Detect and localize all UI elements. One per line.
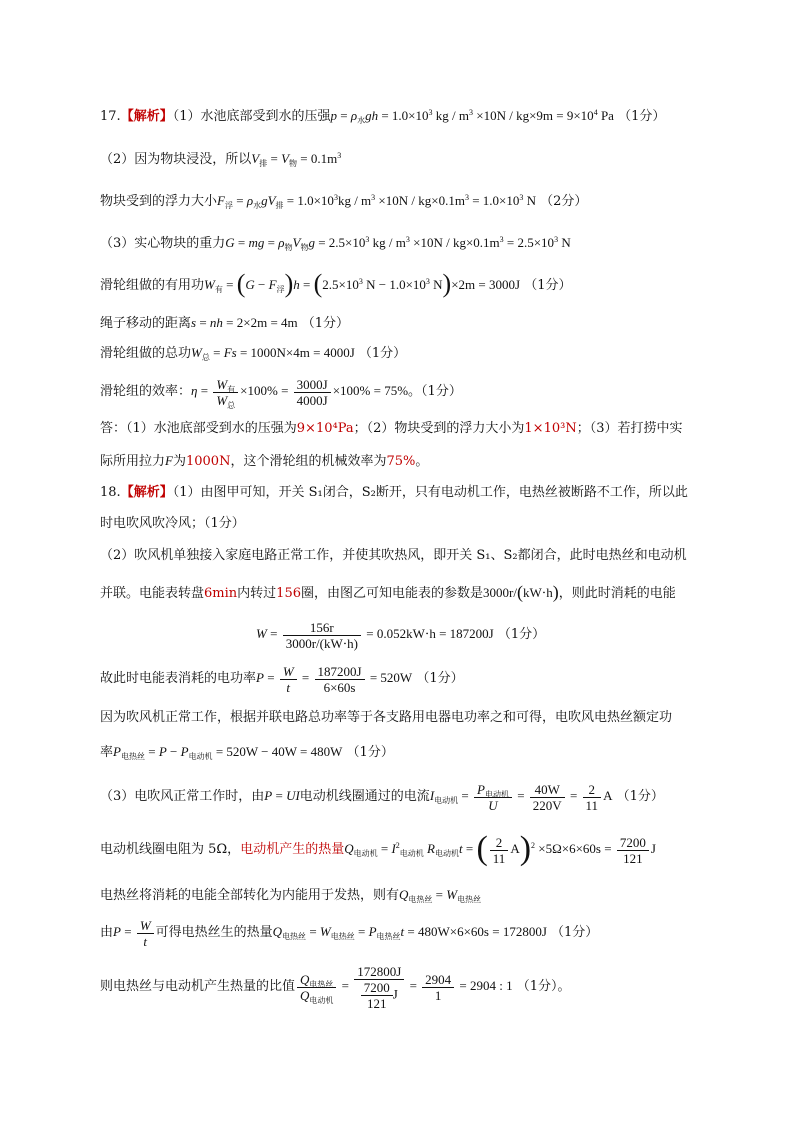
answer-text: 际所用拉力 <box>100 454 166 469</box>
q18-line-1 <box>100 484 688 502</box>
q18-formula-motor-heat: $Q_{电动机} = I^2_{电动机}$ $R_{电动机}t$ = ( $\frac{2}{11}$ A)$^2$ ×5Ω×6×60s = $\frac{7200}{121}$ J <box>344 830 656 867</box>
q17-line-4 <box>100 234 571 253</box>
q18-label: 18. <box>100 485 121 500</box>
q18-formula-heater-heat: $Q_{电热丝} = W_{电热丝} = P_{电热丝}t = 480W\times 6\times 60s = 172800J$ <box>272 924 547 941</box>
score-mark: （1分） <box>301 316 350 331</box>
q17-line-5 <box>100 269 572 298</box>
q18-text: 电动机线圈电阻为 5Ω， <box>100 842 241 857</box>
answer-value: 75% <box>386 454 416 469</box>
q18-text: 圈，由图乙可知电能表的参数是 <box>301 586 484 601</box>
q17-formula-distance: s = nh = 2×2m = 4m <box>191 315 298 330</box>
q17-text: 滑轮组的效率： <box>100 384 192 399</box>
q18-text: 因为吹风机正常工作，根据并联电路总功率等于各支路用电器电功率之和可得，电吹风电热丝额定功 <box>100 710 673 725</box>
answer-text: 为 <box>172 454 186 469</box>
q18-line-6 <box>100 743 394 762</box>
score-mark: （1分） <box>618 109 666 124</box>
answer-symbol: F <box>165 453 173 468</box>
q17-formula-volume: $V_排 = V_物 = 0.1m^3$ <box>251 151 342 168</box>
score-mark: （2分） <box>540 194 588 209</box>
q17-label: 17. <box>100 109 121 124</box>
q18-text: （3）电吹风正常工作时，由 <box>100 789 265 804</box>
q17-line-2 <box>100 150 341 169</box>
q18-line-current <box>100 776 664 816</box>
q18-formula-current: $I_{电动机}$ = $\frac{P_{电动机}}{U}$ = $\frac{40W}{220V}$ = $\frac{2}{11}$ A <box>429 781 613 813</box>
highlight-value: 6min <box>204 586 238 601</box>
q18-line-heater-heat <box>100 914 598 950</box>
q17-line-6 <box>100 314 349 333</box>
q17-formula-total-work: $W_总 = Fs = 1000N\times 4m = 4000J$ <box>191 345 355 362</box>
q18-line-7 <box>100 886 481 905</box>
score-mark: （1分） <box>358 346 407 361</box>
q17-line-1 <box>100 107 665 126</box>
q17-answer-line-1 <box>100 420 682 438</box>
answer-text: 答：（1）水池底部受到水的压强为 <box>100 421 297 436</box>
q17-tag: 【解析】 <box>120 109 173 124</box>
q17-formula-buoyancy: $F_浮 = \rho_水gV_排 = 1.0\times 10^3kg / m^3 \times 10N / kg\times 0.1m^3 = 1.0\times 10^3$ N <box>217 193 537 210</box>
q17-answer-line-2 <box>100 452 428 471</box>
q18-text: 并联。电能表转盘 <box>100 586 205 601</box>
q18-line-5 <box>100 709 672 727</box>
q17-text: （3）实心物块的重力 <box>100 236 226 251</box>
q18-line-4 <box>100 584 676 603</box>
q18-formula-energy: W = $\frac{156r}{3000r/(kW\cdot h)}$ = 0.052kW⋅h = 187200J <box>256 619 494 651</box>
score-mark: （1分） <box>616 789 664 804</box>
answer-text: ；（2）物块受到的浮力大小为 <box>353 421 525 436</box>
q18-text: 时电吹风吹冷风；（1分） <box>100 516 245 531</box>
q18-formula-power: P = $\frac{W}{t}$ = $\frac{187200J}{6\times 60s}$ = 520W <box>256 663 413 695</box>
q17-line-3 <box>100 192 587 211</box>
q17-text: 绳子移动的距离 <box>100 316 192 331</box>
q18-line-2 <box>100 515 245 533</box>
q18-text: 电热丝将消耗的电能全部转化为内能用于发热，则有 <box>100 888 400 903</box>
score-mark: 。（1分） <box>408 384 462 399</box>
q17-text: 滑轮组做的总功 <box>100 346 192 361</box>
q18-text: ，则此时消耗的电能 <box>558 586 676 601</box>
highlight-text: 电动机产生的热量 <box>240 842 345 857</box>
q17-formula-efficiency: η = $\frac{W_有}{W_总}$ ×100% = $\frac{3000J}{4000J}$ ×100% = 75% <box>191 376 409 410</box>
q18-text: 内转过 <box>237 586 277 601</box>
q18-text: （2）吹风机单独接入家庭电路正常工作，并使其吹热风，即开关 S₁、S₂都闭合，此时电热丝和电动机 <box>100 548 687 563</box>
q18-formula-heater-power: $P_{电热丝} = P - P_{电动机} = 520W - 40W = 480W$ <box>113 744 343 761</box>
q17-text: （1）水池底部受到水的压强 <box>172 109 331 124</box>
highlight-value: 156 <box>276 586 301 601</box>
score-mark: （1分） <box>551 925 599 940</box>
answer-text: ；（3）若打捞中实 <box>576 421 683 436</box>
q18-line-3 <box>100 547 687 565</box>
score-mark: （1分） <box>497 627 546 642</box>
q18-line-motor-heat <box>100 829 656 869</box>
answer-value: 1×10³N <box>524 421 577 436</box>
q17-text: （2）因为物块浸没，所以 <box>100 152 252 167</box>
score-mark: （1分） <box>346 745 394 760</box>
q18-tag: 【解析】 <box>120 485 173 500</box>
q17-text: 物块受到的浮力大小 <box>100 194 218 209</box>
q18-text: 可得电热丝生的热量 <box>155 925 273 940</box>
q17-formula-gravity: G = mg = $\rho_物V_物g = 2.5\times 10^3$ kg / $m^3 \times 10N / kg\times 0.1m^3 = 2.5\times 10^3$ N <box>225 235 571 252</box>
answer-value: 9×10⁴Pa <box>296 421 354 436</box>
q17-line-7 <box>100 344 406 363</box>
q18-formula-ratio: $\frac{Q_{电热丝}}{Q_{电动机}}$ = 172800J $\frac{7200}{121}$ J = $\frac{2904}{1}$ = 2904 : 1 <box>295 978 513 993</box>
q18-formula-q-equals-w: $Q_{电热丝} = W_{电热丝}$ <box>399 887 482 904</box>
q18-formula-pui: P = UI <box>264 788 300 803</box>
q18-text: 故此时电能表消耗的电功率 <box>100 671 257 686</box>
q18-line-power <box>100 658 464 698</box>
score-mark: （1分） <box>416 671 464 686</box>
score-mark: （1分）。 <box>516 979 571 994</box>
answer-value: 1000N <box>185 454 231 469</box>
q17-line-8 <box>100 374 462 408</box>
q18-line-energy <box>256 614 545 654</box>
q17-formula-pressure: $p = \rho_水gh = 1.0\times 10^3$ kg / $m^3 \times 10N / kg\times 9m = 9\times 10^4$ Pa <box>330 108 614 125</box>
q18-line-ratio <box>100 958 571 1014</box>
answer-text: ，这个滑轮组的机械效率为 <box>230 454 387 469</box>
q18-text: （1）由图甲可知，开关 S₁闭合，S₂断开，只有电动机工作，电热丝被断路不工作，所以此 <box>172 485 688 500</box>
q17-text: 滑轮组做的有用功 <box>100 278 205 293</box>
answer-text: 。 <box>415 454 429 469</box>
q18-formula-p-w-t: P = $\frac{W}{t}$ <box>113 924 156 939</box>
q18-text: 则电热丝与电动机产生热量的比值 <box>100 979 296 994</box>
score-mark: （1分） <box>524 278 572 293</box>
q18-text: 电动机线圈通过的电流 <box>299 789 430 804</box>
q17-formula-useful-work: $W_有 = (G - F_浮)h = (2.5\times 10^3$ $N - 1.0\times 10^3$ N)×2m = 3000J <box>204 269 521 298</box>
q18-text: 率 <box>100 745 114 760</box>
q18-text: 由 <box>100 925 114 940</box>
meter-parameter: 3000r/(kW⋅h) <box>483 582 559 602</box>
